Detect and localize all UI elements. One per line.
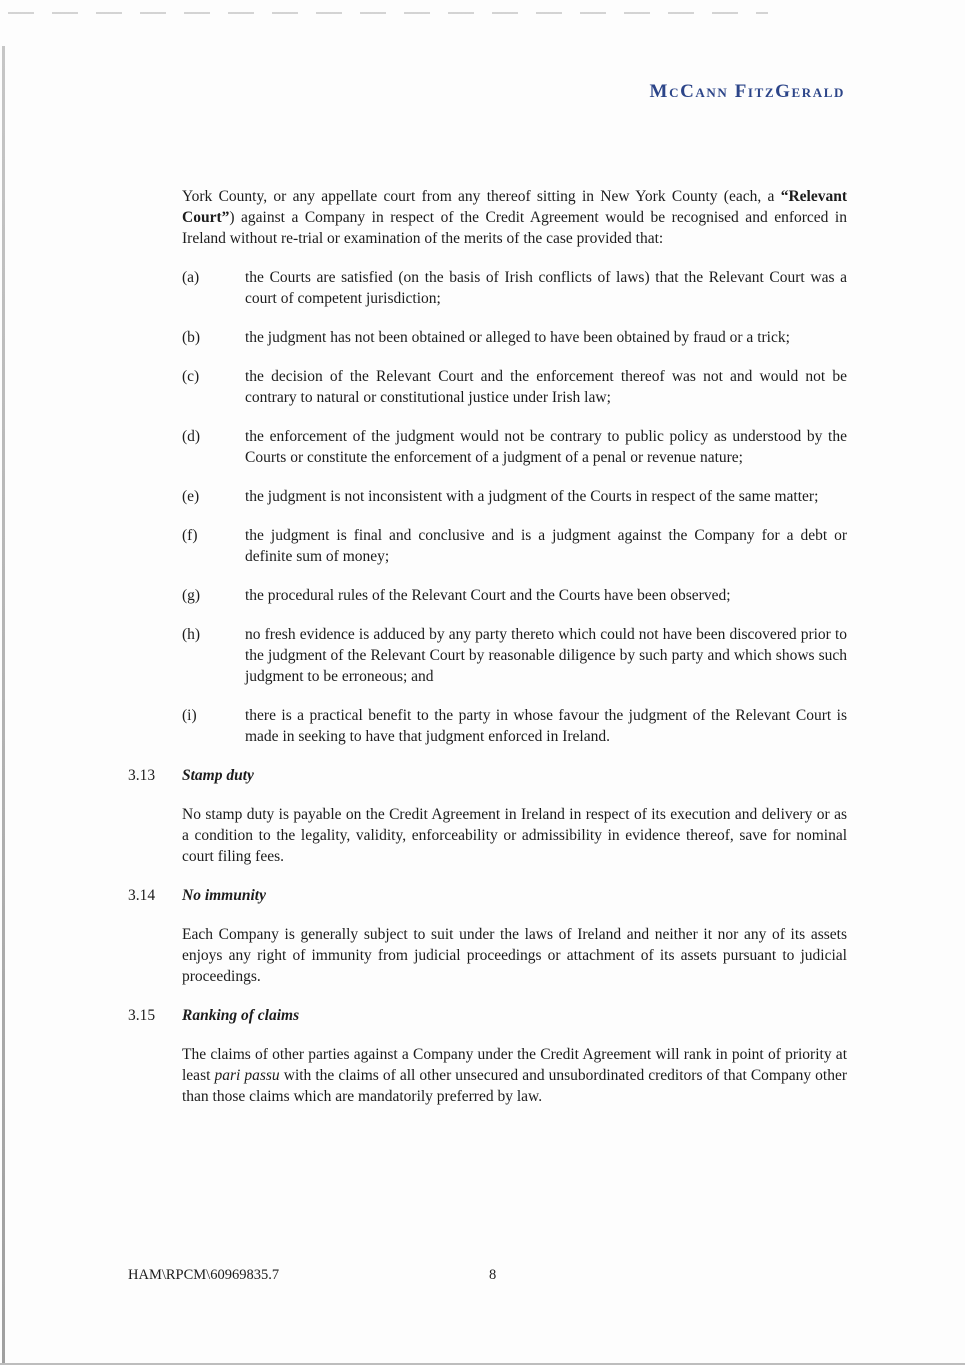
list-item-label: (a) <box>182 269 200 286</box>
list-item-label: (c) <box>182 368 200 385</box>
list-item-text: the enforcement of the judgment would not be contrary to public policy as understood by the Courts or constitute the enforcement of a judgment of a penal or revenue nature; <box>245 428 847 466</box>
section-paragraph: Each Company is generally subject to suit under the laws of Ireland and neither it nor any of its assets enjoys any right of immunity from judicial proceedings or attachment of its assets pursuant to judicial proceedings. <box>182 926 847 985</box>
section-title: Stamp duty <box>182 767 254 784</box>
list-item-label: (h) <box>182 626 201 643</box>
section-paragraph: The claims of other parties against a Company under the Credit Agreement will rank in point of priority at least pari passu with the claims of all other unsecured and unsubordinated creditors of that Company other than those claims which are mandatorily preferred by law. <box>182 1046 847 1105</box>
section-title: No immunity <box>182 887 266 904</box>
page-footer <box>128 1266 847 1285</box>
section-heading-ranking-of-claims <box>128 1005 847 1026</box>
list-item-text: the decision of the Relevant Court and the enforcement thereof was not and would not be contrary to natural or constitutional justice under Irish law; <box>245 368 847 406</box>
section-heading-no-immunity <box>128 885 847 906</box>
list-item-text: the procedural rules of the Relevant Court and the Courts have been observed; <box>245 587 731 604</box>
list-item-text: there is a practical benefit to the party in whose favour the judgment of the Relevant Court is made in seeking to have that judgment enforced in Ireland. <box>245 707 847 745</box>
firm-logo: McCann FitzGerald <box>649 81 845 102</box>
section-title: Ranking of claims <box>182 1007 300 1024</box>
list-item <box>182 525 847 567</box>
list-item-label: (d) <box>182 428 201 445</box>
section-paragraph: No stamp duty is payable on the Credit Agreement in Ireland in respect of its execution and delivery or as a condition to the legality, validity, enforceability or admissibility in evidence thereof, save for nominal court filing fees. <box>182 806 847 865</box>
list-item <box>182 585 847 606</box>
section-number: 3.15 <box>128 1007 156 1024</box>
list-item <box>182 366 847 408</box>
list-item <box>182 486 847 507</box>
list-item-label: (g) <box>182 587 201 604</box>
list-item-label: (e) <box>182 488 200 505</box>
list-item <box>182 327 847 348</box>
list-item <box>182 624 847 687</box>
section-number: 3.13 <box>128 767 156 784</box>
section-heading-stamp-duty <box>128 765 847 786</box>
document-body <box>128 186 847 1125</box>
list-item <box>182 426 847 468</box>
list-item <box>182 267 847 309</box>
list-item-label: (b) <box>182 329 201 346</box>
scan-artifact-left-edge <box>2 46 5 1365</box>
document-reference: HAM\RPCM\60969835.7 <box>128 1267 280 1283</box>
page-number: 8 <box>489 1267 497 1283</box>
list-item-text: no fresh evidence is adduced by any party thereto which could not have been discovered prior to the judgment of the Relevant Court by reasonable diligence by such party and which shows such judgment to be erroneous; and <box>245 626 847 685</box>
list-item-label: (f) <box>182 527 198 544</box>
list-item-text: the judgment has not been obtained or alleged to have been obtained by fraud or a trick; <box>245 329 790 346</box>
list-item-text: the judgment is not inconsistent with a judgment of the Courts in respect of the same matter; <box>245 488 819 505</box>
list-item-label: (i) <box>182 707 197 724</box>
scan-artifact-top <box>8 12 768 14</box>
list-item-text: the judgment is final and conclusive and is a judgment against the Company for a debt or definite sum of money; <box>245 527 847 565</box>
section-number: 3.14 <box>128 887 156 904</box>
list-item <box>182 705 847 747</box>
intro-paragraph: York County, or any appellate court from any thereof sitting in New York County (each, a “Relevant Court”) against a Company in respect of the Credit Agreement would be recognised and enforced in Ireland without re-trial or examination of the merits of the case provided that: <box>182 188 847 247</box>
list-item-text: the Courts are satisfied (on the basis of Irish conflicts of laws) that the Relevant Court was a court of competent jurisdiction; <box>245 269 847 307</box>
